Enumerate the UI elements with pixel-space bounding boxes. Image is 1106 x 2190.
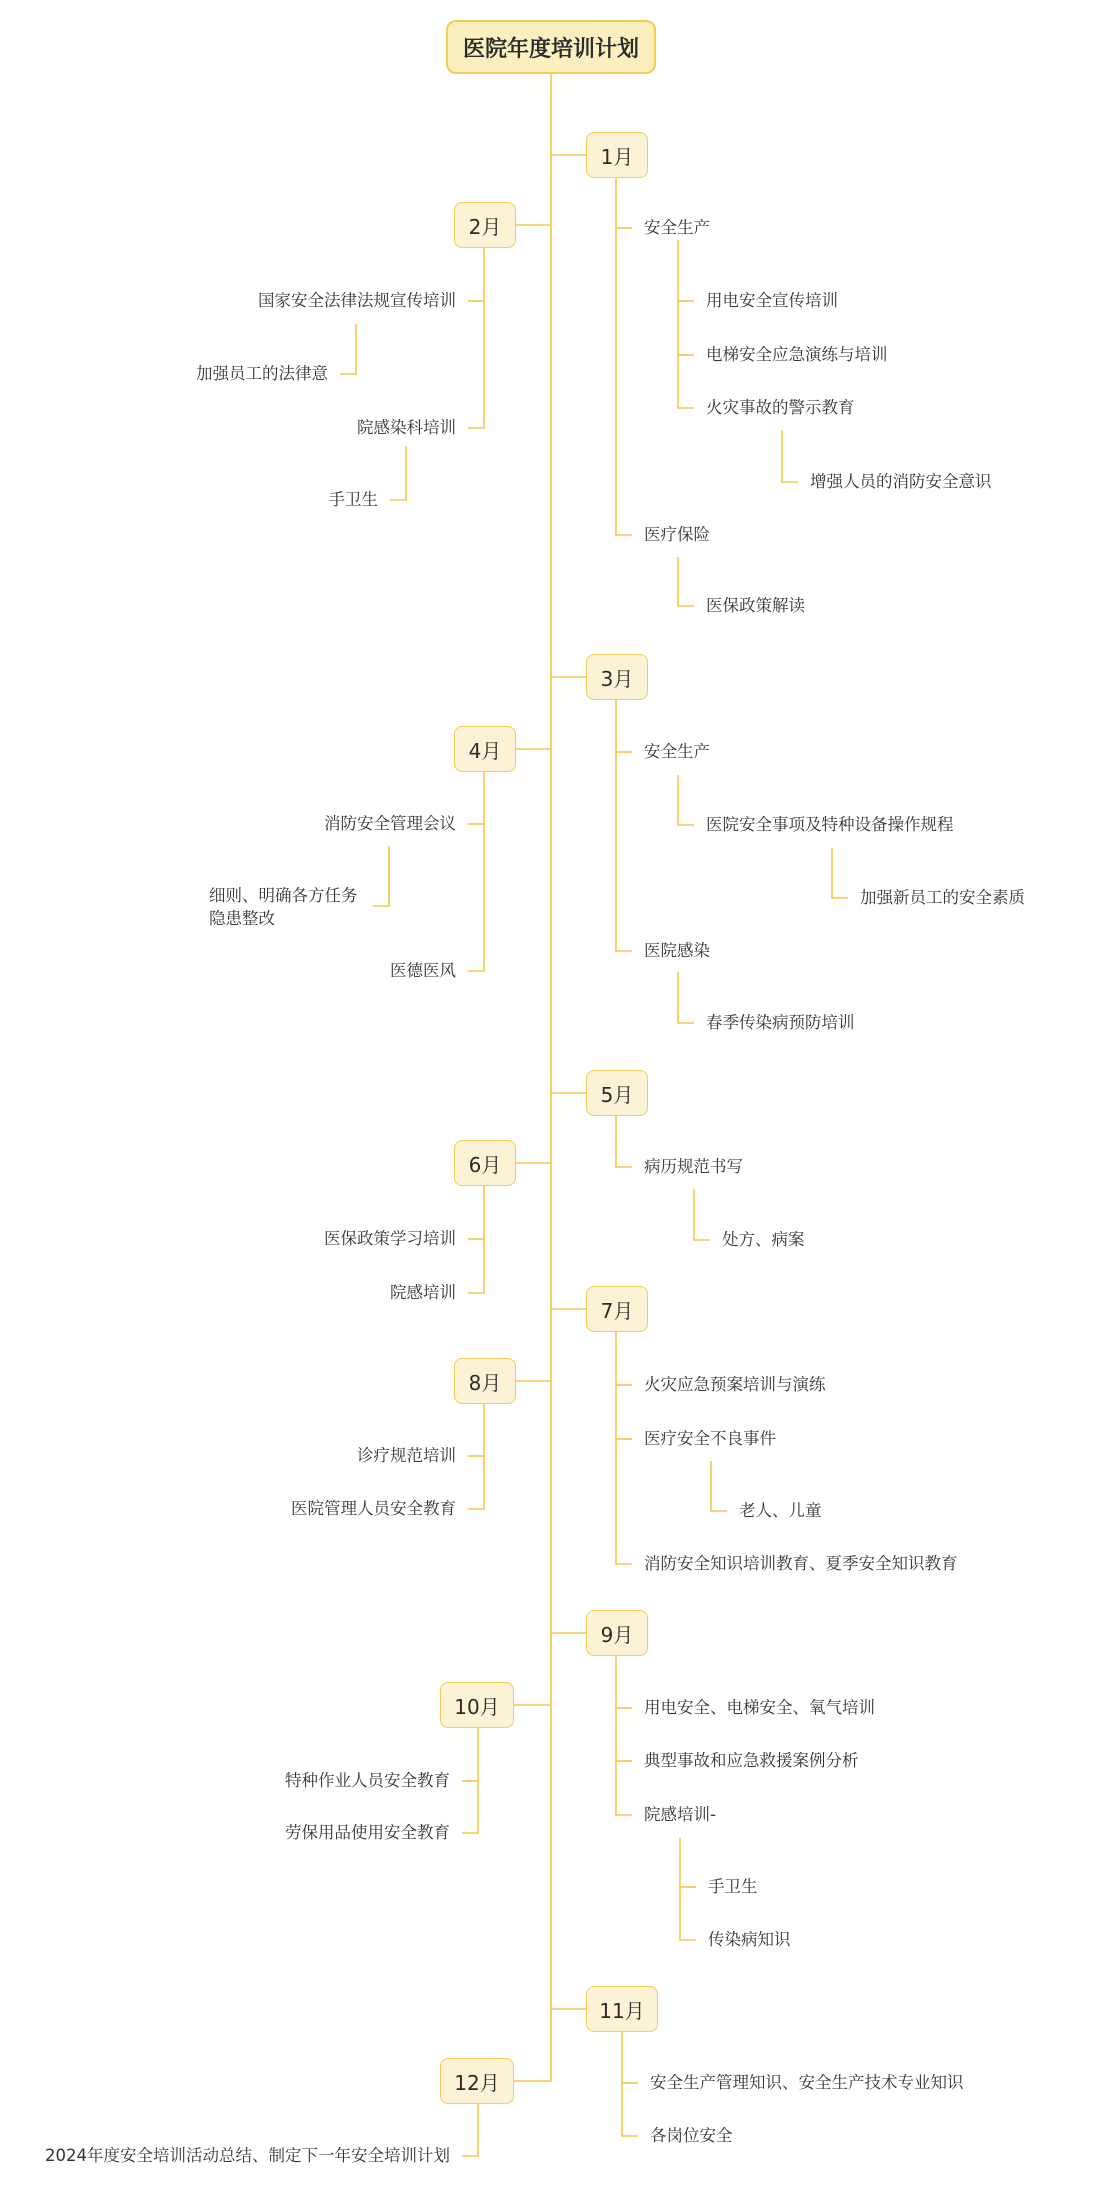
m9-item-infectious-disease: 传染病知识 bbox=[708, 1930, 791, 1949]
month-node-6: 6月 bbox=[454, 1140, 516, 1186]
m7-item-adverse-events: 医疗安全不良事件 bbox=[644, 1429, 776, 1448]
m9-item-accident-cases: 典型事故和应急救援案例分析 bbox=[644, 1751, 859, 1770]
m11-item-safety-knowledge: 安全生产管理知识、安全生产技术专业知识 bbox=[650, 2073, 964, 2092]
m4-item-medical-ethics: 医德医风 bbox=[390, 961, 456, 980]
m8-item-manager-safety: 医院管理人员安全教育 bbox=[291, 1499, 456, 1518]
m9-item-electric-elevator-oxygen: 用电安全、电梯安全、氧气培训 bbox=[644, 1698, 875, 1717]
m2-item-law-training: 国家安全法律法规宣传培训 bbox=[258, 291, 456, 310]
month-node-11: 11月 bbox=[586, 1986, 658, 2032]
month-node-1: 1月 bbox=[586, 132, 648, 178]
m3-item-equipment-rules: 医院安全事项及特种设备操作规程 bbox=[706, 815, 954, 834]
m3-item-hospital-infection: 医院感染 bbox=[644, 941, 710, 960]
m6-item-infection-training: 院感培训 bbox=[390, 1283, 456, 1302]
m1-item-fire-warning: 火灾事故的警示教育 bbox=[706, 398, 855, 417]
m1-item-safety-production: 安全生产 bbox=[644, 218, 710, 237]
m9-item-hand-hygiene: 手卫生 bbox=[708, 1877, 758, 1896]
m12-item-annual-summary: 2024年度安全培训活动总结、制定下一年安全培训计划 bbox=[45, 2146, 450, 2165]
m10-item-special-operations: 特种作业人员安全教育 bbox=[285, 1771, 450, 1790]
month-node-5: 5月 bbox=[586, 1070, 648, 1116]
m7-item-fire-drill: 火灾应急预案培训与演练 bbox=[644, 1375, 826, 1394]
m7-item-fire-summer-safety: 消防安全知识培训教育、夏季安全知识教育 bbox=[644, 1554, 958, 1573]
month-node-2: 2月 bbox=[454, 202, 516, 248]
month-node-8: 8月 bbox=[454, 1358, 516, 1404]
m5-item-records-writing: 病历规范书写 bbox=[644, 1157, 743, 1176]
m1-item-medical-insurance: 医疗保险 bbox=[644, 525, 710, 544]
m5-item-prescriptions: 处方、病案 bbox=[722, 1230, 805, 1249]
m3-item-new-staff-safety: 加强新员工的安全素质 bbox=[860, 888, 1025, 907]
m2-item-hand-hygiene: 手卫生 bbox=[328, 490, 378, 509]
m8-item-diagnosis-standards: 诊疗规范培训 bbox=[357, 1446, 456, 1465]
month-node-9: 9月 bbox=[586, 1610, 648, 1656]
m3-item-spring-epidemic: 春季传染病预防培训 bbox=[706, 1013, 855, 1032]
month-node-4: 4月 bbox=[454, 726, 516, 772]
m4-item-tasks-rectification: 细则、明确各方任务 隐患整改 bbox=[209, 886, 358, 928]
m3-item-safety-production: 安全生产 bbox=[644, 742, 710, 761]
m4-item-fire-meeting: 消防安全管理会议 bbox=[324, 814, 456, 833]
m2-item-infection-training: 院感染科培训 bbox=[357, 418, 456, 437]
month-node-3: 3月 bbox=[586, 654, 648, 700]
m7-item-elderly-children: 老人、儿童 bbox=[739, 1501, 822, 1520]
m9-item-infection-training: 院感培训- bbox=[644, 1805, 716, 1824]
month-node-12: 12月 bbox=[440, 2058, 514, 2104]
m1-item-insurance-policy: 医保政策解读 bbox=[706, 596, 805, 615]
m6-item-insurance-study: 医保政策学习培训 bbox=[324, 1229, 456, 1248]
m10-item-protective-equipment: 劳保用品使用安全教育 bbox=[285, 1823, 450, 1842]
m1-item-electric-safety: 用电安全宣传培训 bbox=[706, 291, 838, 310]
m1-item-elevator-safety: 电梯安全应急演练与培训 bbox=[706, 345, 888, 364]
diagram-title: 医院年度培训计划 bbox=[446, 20, 656, 74]
m2-item-law-awareness: 加强员工的法律意 bbox=[196, 364, 328, 383]
month-node-7: 7月 bbox=[586, 1286, 648, 1332]
m11-item-post-safety: 各岗位安全 bbox=[650, 2126, 733, 2145]
month-node-10: 10月 bbox=[440, 1682, 514, 1728]
m1-item-fire-awareness: 增强人员的消防安全意识 bbox=[810, 472, 992, 491]
